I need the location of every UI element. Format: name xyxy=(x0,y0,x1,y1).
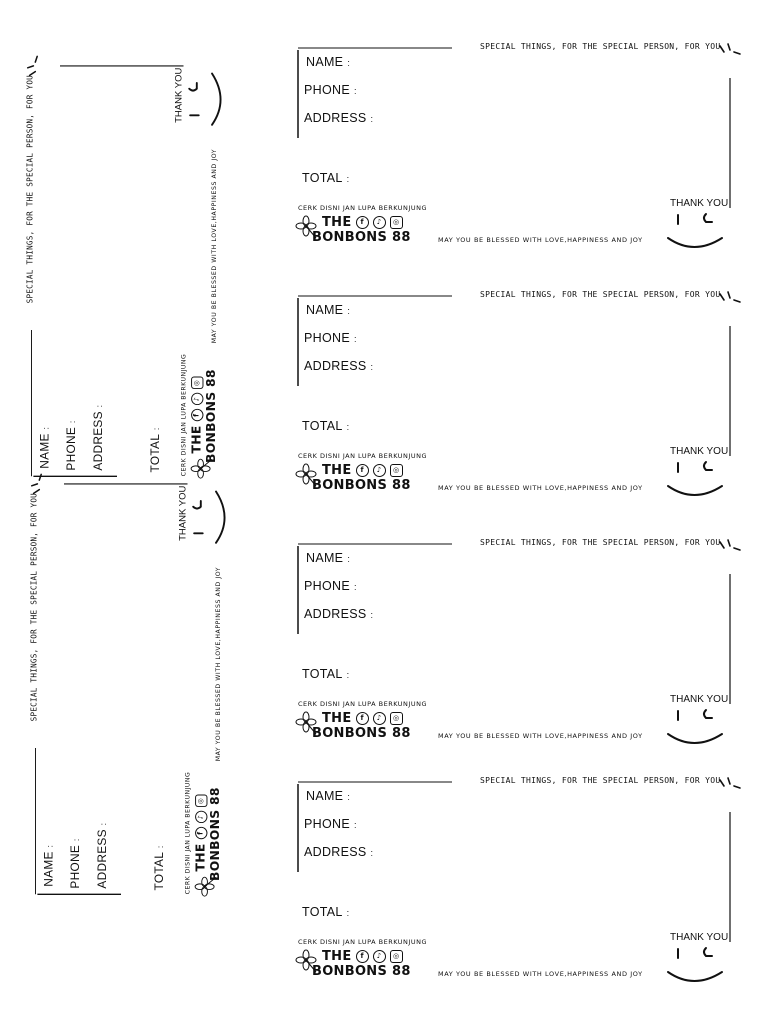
address-label: ADDRESS : xyxy=(304,359,374,373)
smile-eye-right-icon xyxy=(704,462,712,470)
name-label: NAME : xyxy=(306,55,351,69)
tiktok-icon: ♪ xyxy=(195,811,207,823)
name-label: NAME : xyxy=(306,789,351,803)
brand-name: BONBONS 88 xyxy=(208,787,223,881)
instagram-icon: ◎ xyxy=(390,464,403,477)
name-label: NAME : xyxy=(306,303,351,317)
facebook-icon: f xyxy=(195,827,207,839)
brand-name: BONBONS 88 xyxy=(204,369,219,463)
brand-the: THE xyxy=(322,711,352,726)
name-label: NAME: xyxy=(42,844,56,887)
brand-name: BONBONS 88 xyxy=(312,478,411,493)
thank-you-text: THANK YOU xyxy=(670,198,729,209)
facebook-icon: f xyxy=(356,712,369,725)
smile-mouth-icon xyxy=(668,734,722,743)
thank-you-text: THANK YOU xyxy=(178,485,189,541)
facebook-icon: f xyxy=(356,950,369,963)
brand-logo xyxy=(312,463,411,493)
smile-eye-right-icon xyxy=(193,501,201,509)
smile-mouth-icon xyxy=(668,972,722,981)
brand-the: THE xyxy=(322,949,352,964)
card xyxy=(292,286,752,526)
name-label: NAME : xyxy=(306,551,351,565)
cerk-text: CERK DISNI JAN LUPA BERKUNJUNG xyxy=(298,204,427,212)
smile-mouth-icon xyxy=(668,486,722,495)
brand-the: THE xyxy=(322,463,352,478)
cerk-text: CERK DISNI JAN LUPA BERKUNJUNG xyxy=(179,353,188,477)
total-label: TOTAL: xyxy=(152,845,166,891)
total-label: TOTAL : xyxy=(302,171,350,185)
brand-name: BONBONS 88 xyxy=(312,726,411,741)
total-label: TOTAL: xyxy=(148,427,162,473)
blessing-text: MAY YOU BE BLESSED WITH LOVE,HAPPINESS AND JOY xyxy=(214,566,222,762)
cerk-text: CERK DISNI JAN LUPA BERKUNJUNG xyxy=(298,452,427,460)
thank-you-text: THANK YOU xyxy=(174,67,185,123)
tagline: SPECIAL THINGS, FOR THE SPECIAL PERSON, FOR YOU xyxy=(25,74,35,304)
cerk-text: CERK DISNI JAN LUPA BERKUNJUNG xyxy=(298,938,427,946)
tagline: SPECIAL THINGS, FOR THE SPECIAL PERSON, FOR YOU xyxy=(480,290,721,299)
blessing-text: MAY YOU BE BLESSED WITH LOVE,HAPPINESS AND JOY xyxy=(438,236,643,244)
blessing-text: MAY YOU BE BLESSED WITH LOVE,HAPPINESS AND JOY xyxy=(210,148,218,344)
tagline: SPECIAL THINGS, FOR THE SPECIAL PERSON, FOR YOU xyxy=(480,42,721,51)
burst-icon xyxy=(720,778,740,788)
thank-you-text: THANK YOU xyxy=(670,932,729,943)
address-label: ADDRESS : xyxy=(304,111,374,125)
phone-label: PHONE : xyxy=(304,83,357,97)
instagram-icon: ◎ xyxy=(191,377,203,389)
facebook-icon: f xyxy=(191,409,203,421)
cerk-text: CERK DISNI JAN LUPA BERKUNJUNG xyxy=(183,771,192,895)
smile-mouth-icon xyxy=(212,74,221,125)
brand-logo xyxy=(312,215,411,245)
phone-label: PHONE : xyxy=(304,579,357,593)
instagram-icon: ◎ xyxy=(390,712,403,725)
address-label: ADDRESS : xyxy=(304,845,374,859)
phone-label: PHONE: xyxy=(64,420,79,471)
brand-the: THE xyxy=(190,425,205,454)
phone-label: PHONE : xyxy=(304,817,357,831)
address-label: ADDRESS: xyxy=(95,822,109,889)
card xyxy=(292,534,752,774)
smile-eye-right-icon xyxy=(189,83,197,91)
address-label: ADDRESS: xyxy=(91,404,105,471)
brand-name: BONBONS 88 xyxy=(312,230,411,245)
burst-icon xyxy=(720,44,740,54)
tiktok-icon: ♪ xyxy=(373,216,386,229)
thank-you-text: THANK YOU xyxy=(670,446,729,457)
tiktok-icon: ♪ xyxy=(373,464,386,477)
brand-the: THE xyxy=(322,215,352,230)
smile-eye-right-icon xyxy=(704,948,712,956)
smile-mouth-icon xyxy=(216,492,225,543)
card xyxy=(292,772,752,1012)
burst-icon xyxy=(32,474,42,493)
tagline: SPECIAL THINGS, FOR THE SPECIAL PERSON, FOR YOU xyxy=(29,492,39,722)
smile-eye-right-icon xyxy=(704,214,712,222)
brand-logo xyxy=(194,787,223,881)
card xyxy=(26,463,254,900)
address-label: ADDRESS : xyxy=(304,607,374,621)
tiktok-icon: ♪ xyxy=(373,950,386,963)
facebook-icon: f xyxy=(356,216,369,229)
tiktok-icon: ♪ xyxy=(191,393,203,405)
total-label: TOTAL : xyxy=(302,905,350,919)
blessing-text: MAY YOU BE BLESSED WITH LOVE,HAPPINESS AND JOY xyxy=(438,484,643,492)
brand-name: BONBONS 88 xyxy=(312,964,411,979)
phone-label: PHONE: xyxy=(68,838,83,889)
brand-logo xyxy=(312,711,411,741)
facebook-icon: f xyxy=(356,464,369,477)
thank-you-text: THANK YOU xyxy=(670,694,729,705)
smile-mouth-icon xyxy=(668,238,722,247)
tagline: SPECIAL THINGS, FOR THE SPECIAL PERSON, FOR YOU xyxy=(480,776,721,785)
name-label: NAME: xyxy=(38,426,52,469)
brand-logo xyxy=(190,369,219,463)
tiktok-icon: ♪ xyxy=(373,712,386,725)
cerk-text: CERK DISNI JAN LUPA BERKUNJUNG xyxy=(298,700,427,708)
burst-icon xyxy=(720,292,740,302)
card xyxy=(22,45,250,482)
card xyxy=(292,38,752,278)
burst-icon xyxy=(720,540,740,550)
blessing-text: MAY YOU BE BLESSED WITH LOVE,HAPPINESS AND JOY xyxy=(438,732,643,740)
brand-the: THE xyxy=(194,843,209,872)
phone-label: PHONE : xyxy=(304,331,357,345)
total-label: TOTAL : xyxy=(302,419,350,433)
smile-eye-right-icon xyxy=(704,710,712,718)
burst-icon xyxy=(28,56,38,75)
blessing-text: MAY YOU BE BLESSED WITH LOVE,HAPPINESS AND JOY xyxy=(438,970,643,978)
brand-logo xyxy=(312,949,411,979)
instagram-icon: ◎ xyxy=(390,950,403,963)
total-label: TOTAL : xyxy=(302,667,350,681)
tagline: SPECIAL THINGS, FOR THE SPECIAL PERSON, FOR YOU xyxy=(480,538,721,547)
instagram-icon: ◎ xyxy=(390,216,403,229)
instagram-icon: ◎ xyxy=(195,795,207,807)
